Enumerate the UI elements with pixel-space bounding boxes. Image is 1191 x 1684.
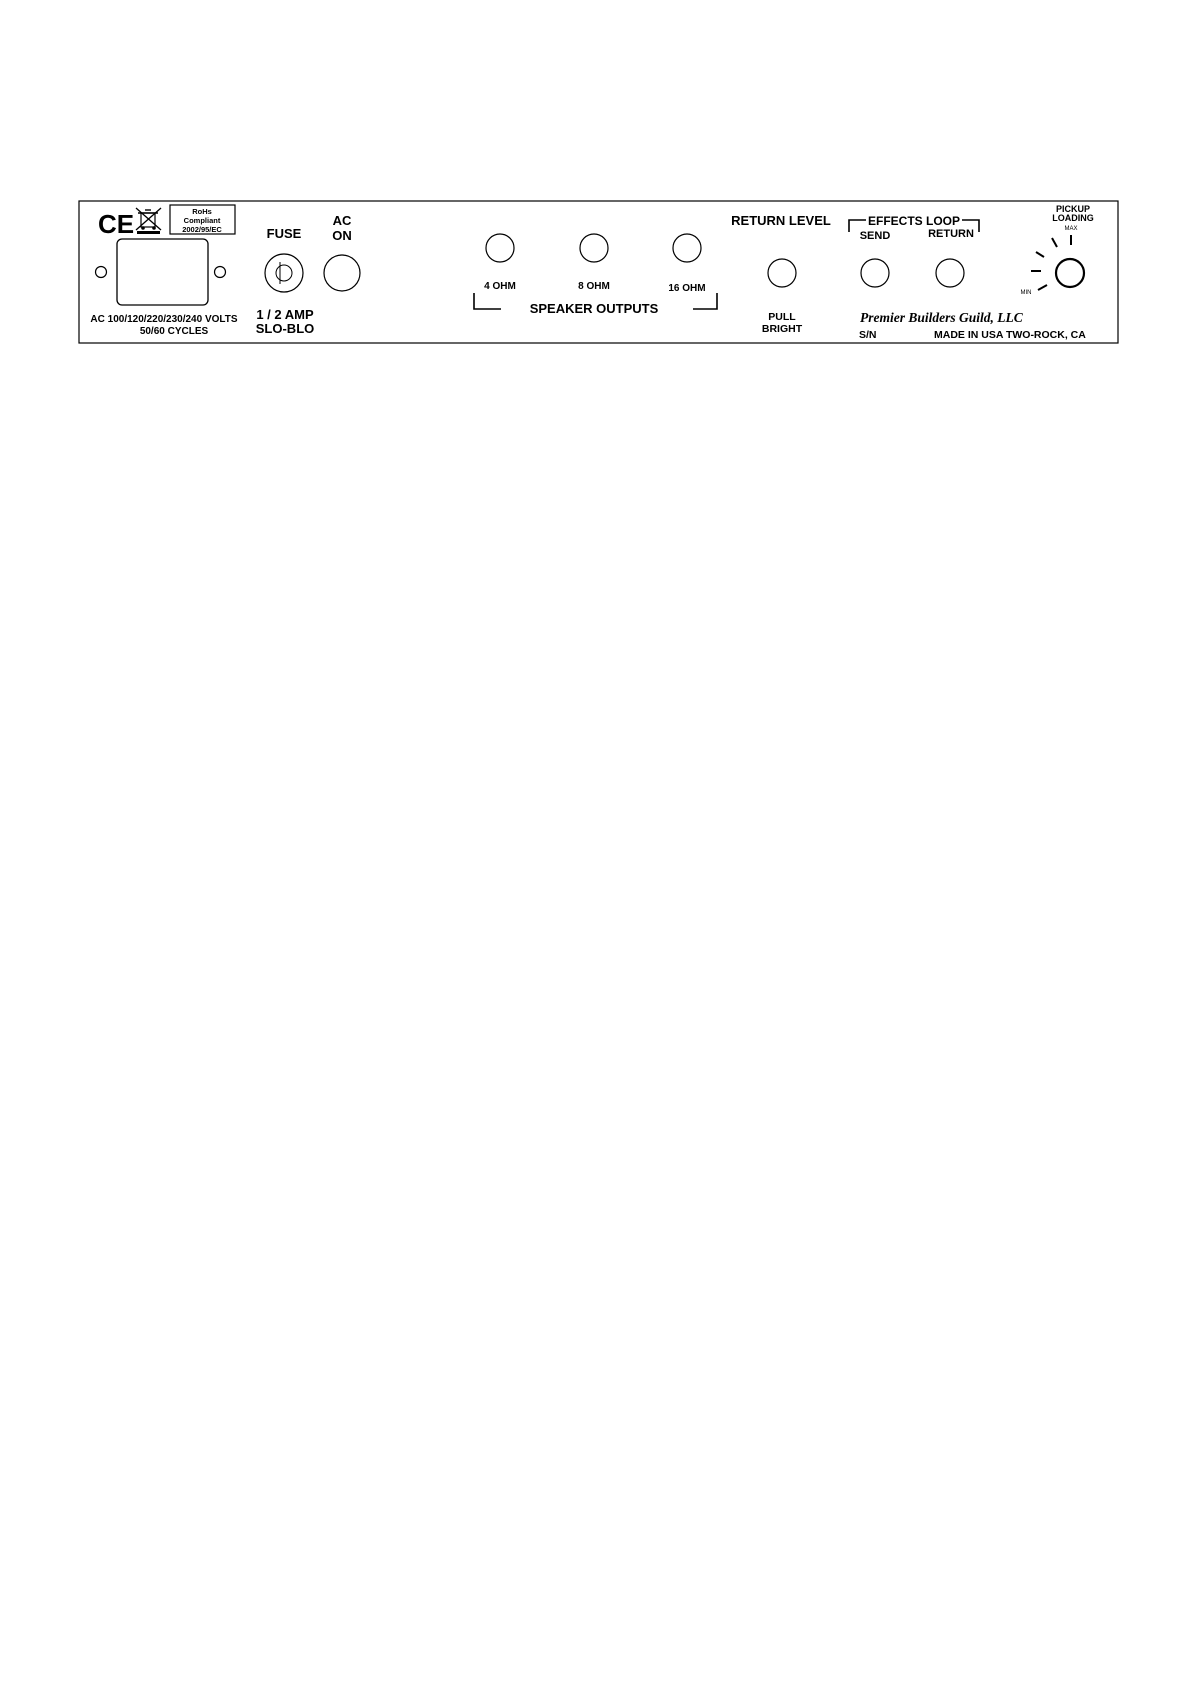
speaker-outputs-title: SPEAKER OUTPUTS <box>529 301 659 316</box>
ac-on-switch-hole <box>324 255 360 291</box>
ac-on-label-line-1: AC <box>332 213 352 228</box>
speaker-jack-16-ohm <box>673 234 701 262</box>
return-level-knob-hole <box>768 259 796 287</box>
ac-on-label-line-2: ON <box>332 228 352 243</box>
pickup-loading-max-label: MAX <box>1064 226 1078 232</box>
effects-return-label: RETURN <box>928 228 974 240</box>
fuse-label: FUSE <box>266 226 302 241</box>
fuse-rating-line-1: 1 / 2 AMP <box>256 307 314 322</box>
speaker-jack-4-ohm <box>486 234 514 262</box>
effects-send-jack <box>861 259 889 287</box>
pickup-loading-line-2: LOADING <box>1052 213 1094 223</box>
speaker-jack-label-8-ohm: 8 OHM <box>578 281 610 292</box>
rohs-label-box <box>170 205 235 234</box>
ce-mark: CE <box>98 209 135 239</box>
pickup-loading-min-label: MIN <box>1020 290 1032 296</box>
speaker-jack-label-4-ohm: 4 OHM <box>484 281 516 292</box>
brand-name: Premier Builders Guild, LLC <box>860 310 1023 325</box>
pickup-loading-knob <box>1056 259 1084 287</box>
rohs-line-1: RoHs <box>192 207 212 216</box>
pickup-loading-line-1: PICKUP <box>1055 204 1091 214</box>
iec-socket <box>117 239 208 305</box>
cycles-label: 50/60 CYCLES <box>139 326 209 337</box>
made-in-label: MADE IN USA TWO-ROCK, CA <box>934 329 1086 341</box>
effects-send-label: SEND <box>859 230 891 242</box>
bright-label: BRIGHT <box>761 323 803 335</box>
fuse-holder <box>265 254 303 292</box>
speaker-jack-8-ohm <box>580 234 608 262</box>
effects-return-jack <box>936 259 964 287</box>
return-level-title: RETURN LEVEL <box>731 213 831 228</box>
pull-label: PULL <box>768 311 796 323</box>
mount-screw-hole-left <box>96 267 107 278</box>
speaker-jack-label-16-ohm: 16 OHM <box>668 283 706 294</box>
voltage-label: AC 100/120/220/230/240 VOLTS <box>90 314 238 325</box>
fuse-rating-line-2: SLO-BLO <box>255 321 315 336</box>
rohs-line-2: Compliant <box>183 216 221 225</box>
rohs-line-3: 2002/95/EC <box>182 225 222 234</box>
serial-number-label: S/N <box>859 329 877 341</box>
effects-loop-title: EFFECTS LOOP <box>867 214 961 228</box>
mount-screw-hole-right <box>215 267 226 278</box>
